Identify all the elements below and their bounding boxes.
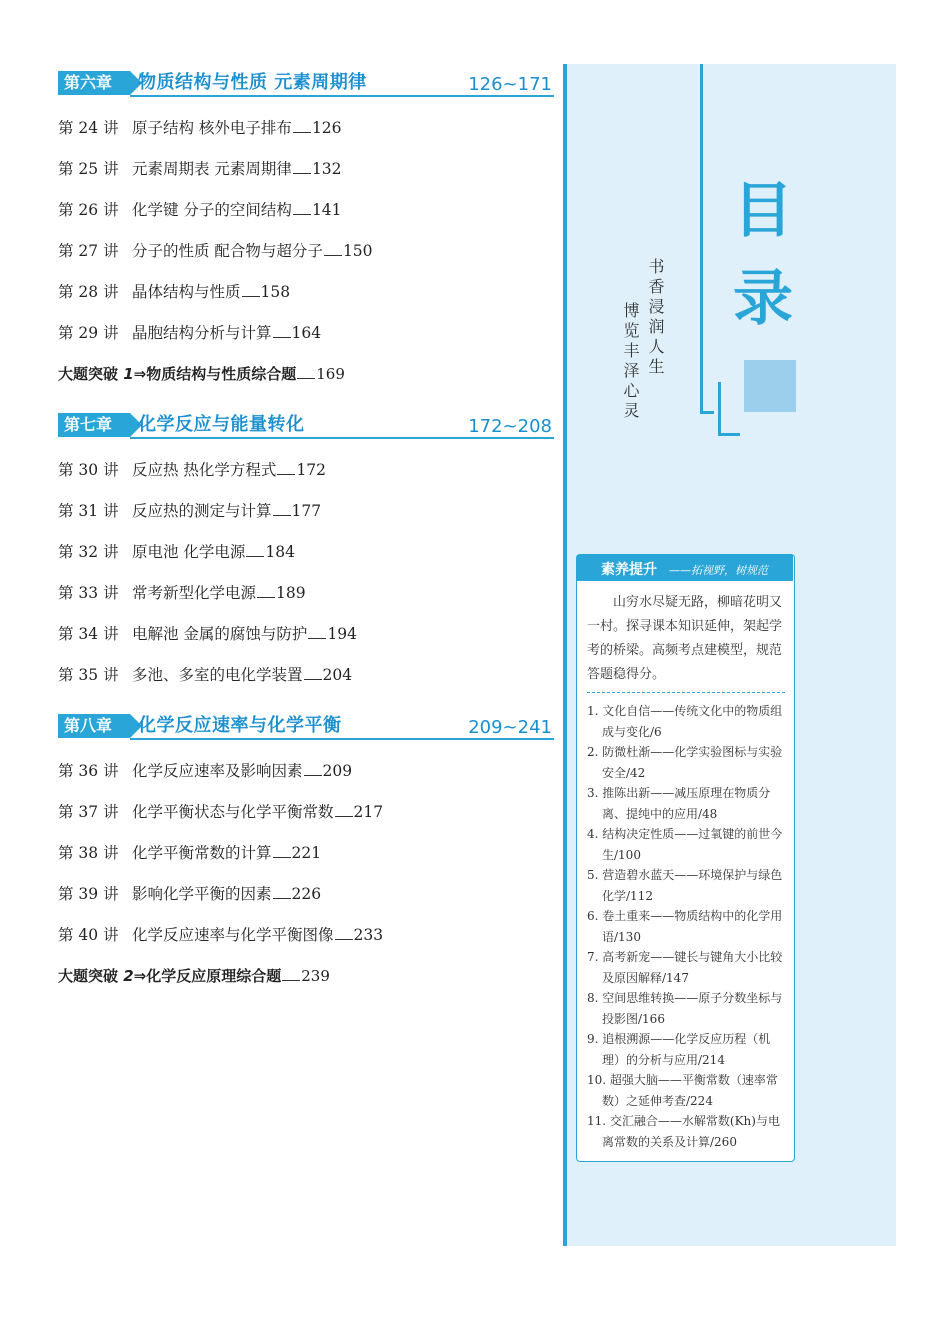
chapter-page-range: 209~241	[468, 717, 552, 738]
toc-entry[interactable]	[58, 460, 326, 480]
list-item[interactable]: 10. 超强大脑——平衡常数（速率常数）之延伸考查/224	[587, 1073, 778, 1108]
page-number: 226	[291, 885, 322, 903]
special-number: 2	[123, 967, 134, 985]
lesson-title: 晶胞结构分析与计算	[132, 324, 272, 342]
lesson-title: 化学平衡常数的计算	[132, 844, 272, 862]
toc-entry[interactable]	[58, 323, 321, 343]
chapter-underline	[130, 738, 554, 740]
special-number: 1	[123, 365, 134, 383]
decor-bracket	[700, 411, 714, 414]
leader-line	[308, 624, 326, 639]
page-number: 141	[311, 201, 342, 219]
box-header	[577, 555, 793, 581]
toc-entry[interactable]	[58, 118, 342, 138]
toc-entry[interactable]	[58, 665, 352, 685]
chapter-tag: 第六章	[58, 71, 130, 95]
leader-line	[273, 323, 291, 338]
lesson-title: 常考新型化学电源	[132, 584, 257, 602]
page-number: 164	[291, 324, 322, 342]
page-title-char-2: 录	[733, 264, 793, 334]
lesson-number: 第 25 讲	[58, 160, 119, 178]
leader-line	[304, 761, 322, 776]
lesson-title: 晶体结构与性质	[132, 283, 241, 301]
leader-line	[277, 460, 295, 475]
page-number: 172	[296, 461, 327, 479]
lesson-number: 第 38 讲	[58, 844, 119, 862]
box-item-list	[587, 701, 787, 1152]
toc-entry[interactable]	[58, 843, 321, 863]
special-title: ⇒化学反应原理综合题	[133, 967, 282, 985]
leader-line	[293, 200, 311, 215]
poem-line-left: 博览丰泽心灵	[621, 302, 640, 422]
list-item[interactable]: 9. 追根溯源——化学反应历程（机理）的分析与应用/214	[587, 1032, 771, 1067]
lesson-title: 化学反应速率与化学平衡图像	[132, 926, 334, 944]
lesson-title: 化学反应速率及影响因素	[132, 762, 303, 780]
lesson-number: 第 29 讲	[58, 324, 119, 342]
toc-entry[interactable]	[58, 624, 357, 644]
list-item[interactable]: 2. 防微杜渐——化学实验图标与实验安全/42	[587, 745, 783, 780]
list-item[interactable]: 7. 高考新宠——键长与键角大小比较及原因解释/147	[587, 950, 783, 985]
lesson-title: 化学键 分子的空间结构	[132, 201, 292, 219]
lesson-number: 第 26 讲	[58, 201, 119, 219]
lesson-number: 第 40 讲	[58, 926, 119, 944]
toc-entry[interactable]	[58, 542, 295, 562]
literacy-box	[576, 554, 795, 1162]
lesson-number: 第 27 讲	[58, 242, 119, 260]
leader-line	[273, 501, 291, 516]
page-number: 217	[353, 803, 384, 821]
list-item[interactable]: 8. 空间思维转换——原子分数坐标与投影图/166	[587, 991, 783, 1026]
chapter-tag: 第七章	[58, 413, 130, 437]
lesson-number: 第 37 讲	[58, 803, 119, 821]
leader-line	[293, 159, 311, 174]
decor-square	[744, 360, 796, 412]
lesson-number: 第 32 讲	[58, 543, 119, 561]
list-item[interactable]: 3. 推陈出新——减压原理在物质分离、提纯中的应用/48	[587, 786, 771, 821]
toc-entry[interactable]	[58, 884, 321, 904]
leader-line	[335, 802, 353, 817]
page-number: 150	[342, 242, 373, 260]
toc-entry[interactable]	[58, 159, 342, 179]
chapter-title: 化学反应与能量转化	[138, 414, 305, 435]
lesson-title: 原电池 化学电源	[132, 543, 246, 561]
leader-line	[242, 282, 260, 297]
toc-entry-special[interactable]	[58, 966, 330, 986]
page-number: 169	[316, 365, 345, 383]
leader-line	[246, 542, 264, 557]
lesson-number: 第 24 讲	[58, 119, 119, 137]
special-label: 大题突破	[58, 967, 124, 985]
chapter-8-header[interactable]	[58, 714, 554, 740]
special-label: 大题突破	[58, 365, 124, 383]
lesson-title: 电解池 金属的腐蚀与防护	[132, 625, 308, 643]
box-intro: 山穷水尽疑无路，柳暗花明又一村。探寻课本知识延伸，架起学考的桥梁。高频考点建模型，规范答题稳得分。	[587, 595, 783, 682]
lesson-title: 元素周期表 元素周期律	[132, 160, 292, 178]
lesson-number: 第 31 讲	[58, 502, 119, 520]
toc-entry[interactable]	[58, 282, 290, 302]
page-number: 194	[327, 625, 358, 643]
leader-line	[282, 966, 300, 981]
toc-entry[interactable]	[58, 200, 342, 220]
chapter-7-header[interactable]	[58, 413, 554, 439]
lesson-number: 第 34 讲	[58, 625, 119, 643]
lesson-number: 第 35 讲	[58, 666, 119, 684]
toc-entry[interactable]	[58, 761, 352, 781]
chapter-page-range: 126~171	[468, 74, 552, 95]
page-number: 239	[301, 967, 330, 985]
lesson-title: 反应热 热化学方程式	[132, 461, 277, 479]
page-number: 184	[265, 543, 296, 561]
lesson-title: 化学平衡状态与化学平衡常数	[132, 803, 334, 821]
leader-line	[273, 843, 291, 858]
toc-entry[interactable]	[58, 802, 383, 822]
leader-line	[293, 118, 311, 133]
lesson-number: 第 33 讲	[58, 584, 119, 602]
page-title-char-1: 目	[733, 176, 793, 246]
toc-entry[interactable]	[58, 583, 306, 603]
chapter-title: 化学反应速率与化学平衡	[138, 715, 342, 736]
lesson-title: 分子的性质 配合物与超分子	[132, 242, 323, 260]
lesson-title: 多池、多室的电化学装置	[132, 666, 303, 684]
page-number: 189	[276, 584, 306, 602]
page-number: 233	[353, 926, 384, 944]
decor-bracket	[718, 433, 740, 436]
toc-entry-special[interactable]	[58, 364, 345, 384]
leader-line	[273, 884, 291, 899]
chapter-underline	[130, 437, 554, 439]
page-number: 158	[260, 283, 291, 301]
lesson-number: 第 36 讲	[58, 762, 119, 780]
chapter-page-range: 172~208	[468, 416, 552, 437]
page-number: 204	[322, 666, 353, 684]
lesson-title: 影响化学平衡的因素	[132, 885, 272, 903]
chapter-tag: 第八章	[58, 714, 130, 738]
page-number: 132	[311, 160, 342, 178]
chapter-title: 物质结构与性质 元素周期律	[138, 72, 367, 93]
leader-line	[297, 364, 315, 379]
poem-line-right: 书香浸润人生	[646, 258, 665, 378]
box-subtitle: ——拓视野，树规范	[669, 564, 768, 577]
leader-line	[304, 665, 322, 680]
chapter-underline	[130, 95, 554, 97]
page-number: 126	[311, 119, 342, 137]
page-number: 177	[291, 502, 322, 520]
box-title: 素养提升	[601, 562, 657, 578]
toc-entry[interactable]	[58, 501, 321, 521]
list-item[interactable]: 5. 营造碧水蓝天——环境保护与绿色化学/112	[587, 868, 783, 903]
lesson-number: 第 30 讲	[58, 461, 119, 479]
dashed-divider	[587, 692, 785, 693]
decor-bracket	[718, 382, 721, 436]
lesson-number: 第 39 讲	[58, 885, 119, 903]
list-item[interactable]: 6. 卷土重来——物质结构中的化学用语/130	[587, 909, 783, 944]
page-number: 221	[291, 844, 322, 862]
lesson-title: 原子结构 核外电子排布	[132, 119, 292, 137]
leader-line	[335, 925, 353, 940]
page-number: 209	[322, 762, 353, 780]
chapter-6-header[interactable]	[58, 71, 554, 97]
lesson-number: 第 28 讲	[58, 283, 119, 301]
list-item[interactable]: 1. 文化自信——传统文化中的物质组成与变化/6	[587, 704, 783, 739]
decor-bracket	[700, 64, 703, 414]
leader-line	[324, 241, 342, 256]
list-item[interactable]: 4. 结构决定性质——过氧键的前世今生/100	[587, 827, 783, 862]
special-title: ⇒物质结构与性质综合题	[133, 365, 297, 383]
lesson-title: 反应热的测定与计算	[132, 502, 272, 520]
toc-entry[interactable]	[58, 241, 373, 261]
toc-entry[interactable]	[58, 925, 383, 945]
leader-line	[257, 583, 275, 598]
list-item[interactable]: 11. 交汇融合——水解常数(Kh)与电离常数的关系及计算/260	[587, 1114, 780, 1149]
